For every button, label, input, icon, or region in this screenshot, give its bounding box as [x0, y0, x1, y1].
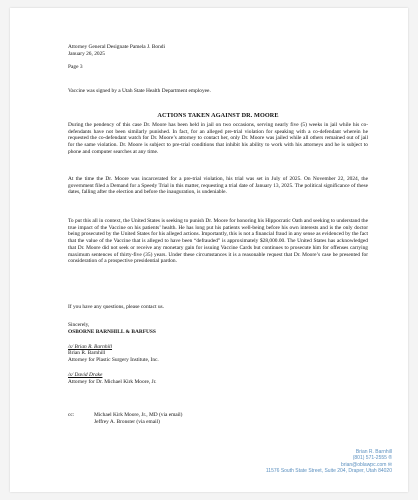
cc-row-1 [68, 412, 368, 419]
signature-2: /s/ David Drake [68, 371, 103, 378]
firm-name: OSBORNE BARNHILL & BARFUSS [68, 328, 156, 335]
letter-header [68, 44, 368, 70]
letter-page [10, 8, 408, 492]
paragraph-2: At the time the Dr. Moore was incarcerated for a pre-trial violation, his trial was set in July of 2025. On November 22, 2024, the government filed a Demand for a Speedy Trial in this matter, requesting a trial date of January 13, 2025. The political significance of these dates, falling after the election and before the inauguration, is undeniable. [68, 176, 368, 196]
signer-name-1: Brian R. Barnhill [68, 350, 106, 357]
closing-block [68, 322, 368, 386]
cc-label: cc: [68, 412, 75, 418]
footer-email: brian@oblawpc.com ✉ [341, 461, 392, 468]
footer-address: 11576 South State Street, Suite 204, Draper, Utah 84020 [265, 467, 392, 474]
cc-row-2 [68, 419, 368, 426]
paragraph-3: To put this all in context, the United States is seeking to punish Dr. Moore for honoring his Hippocratic Oath and seeking to understand the true impact of the Vaccine on his patients’ health. He has long put his patients well-being before his own interests and is the only doctor being prosecuted by the United States for his alleged actions. Importantly, this is not a financial fraud in any sense as evidenced by the fact that the value of the Vaccine that is alleged to have been “defrauded” is approximately $28,000.00. The United States has acknowledged that Dr. Moore did not seek or receive any monetary gain for issuing Vaccine Cards but continues to prosecute him for offenses carrying maximum sentences of thirty-five (35) years. Under these circumstances it is a reasonable request that Dr. Moore’s case be presented for consideration of a prospective presidential pardon. [68, 218, 368, 265]
page-number: Page 3 [68, 63, 83, 70]
paragraph-1: During the pendency of this case Dr. Moore has been held in jail on two occasions, serving nearly five (5) weeks in jail while his co-defendants have not been similarly punished. In fact, for an alleged pre-trial violation for speaking with a co-defendant wherein he requested the co-defendant watch for Dr. Moore’s attorney to contact her, only Dr. Moore was jailed while all others remained out of jail for the same violation. Dr. Moore is subject to pre-trial conditions that inhibit his ability to work with his attorneys and he is subject to phone and computer searches at any time. [68, 122, 368, 155]
footer-name: Brian R. Barnhill [355, 449, 392, 456]
sincerely: Sincerely, [68, 322, 90, 328]
recipient-line: Attorney General Designate Pamela J. Bondi [68, 44, 166, 50]
letterhead-footer [266, 449, 392, 474]
signer-role-1: Attorney for Plastic Surgery Institute, Inc. [68, 357, 159, 364]
intro-line: Vaccine was signed by a Utah State Health Department employee. [68, 88, 211, 94]
letter-date: January 26, 2025 [68, 50, 105, 57]
cc-recipient-2: Jeffrey A. Bronster (via email) [94, 418, 160, 425]
cc-block [68, 412, 368, 426]
signature-1: /s/ Brian R. Barnhill [68, 343, 113, 350]
section-heading: ACTIONS TAKEN AGAINST DR. MOORE [157, 112, 279, 120]
cc-recipient-1: Michael Kirk Moore, Jr., MD (via email) [94, 412, 183, 418]
paragraph-4: If you have any questions, please contact us. [68, 304, 164, 310]
signer-role-2: Attorney for Dr. Michael Kirk Moore, Jr. [68, 378, 157, 385]
footer-phone: (801) 571-2555 ® [352, 455, 392, 462]
